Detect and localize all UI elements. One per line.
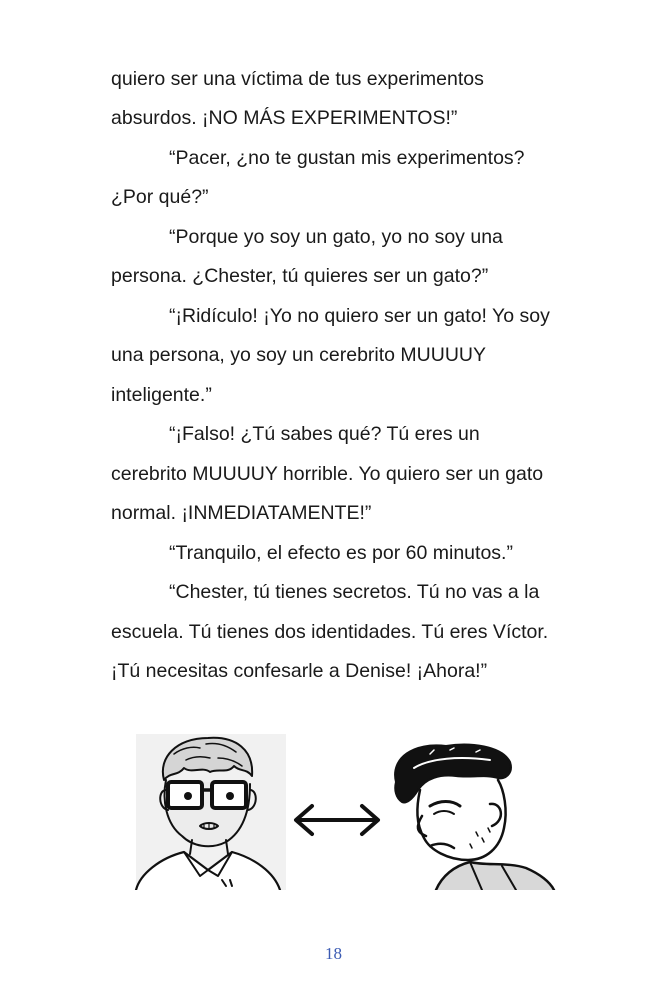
text-line: normal. ¡INMEDIATAMENTE!” — [111, 502, 372, 524]
text-line: ¡Tú necesitas confesarle a Denise! ¡Ahora!” — [111, 660, 488, 682]
page-number: 18 — [325, 944, 342, 963]
text-line: “¡Falso! ¿Tú sabes qué? Tú eres un — [169, 423, 480, 445]
double-arrow-icon — [296, 806, 378, 834]
text-line: absurdos. ¡NO MÁS EXPERIMENTOS!” — [111, 107, 458, 129]
text-line: quiero ser una víctima de tus experimentos — [111, 68, 484, 90]
boy-with-glasses-figure — [136, 734, 286, 890]
man-with-pompadour-figure — [395, 745, 554, 890]
text-line: “Chester, tú tienes secretos. Tú no vas a la — [169, 581, 540, 603]
text-line: escuela. Tú tienes dos identidades. Tú eres Víctor. — [111, 621, 549, 643]
text-line: “Porque yo soy un gato, yo no soy una — [169, 226, 503, 248]
text-line: “Tranquilo, el efecto es por 60 minutos.” — [169, 542, 513, 564]
illustration — [130, 728, 560, 890]
text-line: “¡Ridículo! ¡Yo no quiero ser un gato! Yo soy — [169, 305, 550, 327]
text-line: inteligente.” — [111, 384, 212, 406]
text-line: ¿Por qué?” — [111, 186, 209, 208]
text-line: “Pacer, ¿no te gustan mis experimentos? — [169, 147, 525, 169]
text-line: persona. ¿Chester, tú quieres ser un gato?” — [111, 265, 489, 287]
text-line: una persona, yo soy un cerebrito MUUUUY — [111, 344, 487, 366]
text-line: cerebrito MUUUUY horrible. Yo quiero ser un gato — [111, 463, 544, 485]
